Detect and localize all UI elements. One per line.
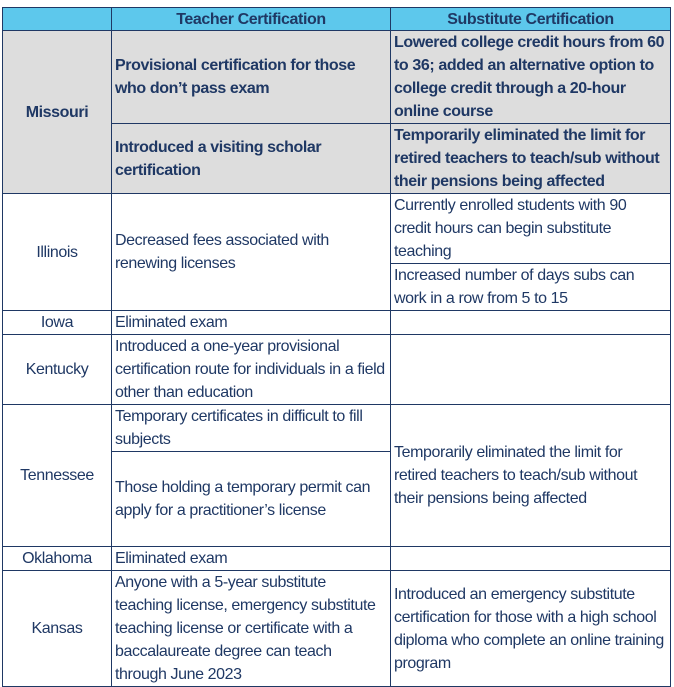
state-tennessee: Tennessee [3,405,112,547]
state-oklahoma: Oklahoma [3,547,112,571]
state-kansas: Kansas [3,571,112,687]
table-row-tennessee [3,405,671,452]
missouri-teacher-2: Introduced a visiting scholar certification [112,124,391,194]
iowa-substitute [391,311,671,335]
illinois-substitute-2: Increased number of days subs can work in a row from 5 to 15 [391,264,671,311]
state-illinois: Illinois [3,194,112,311]
illinois-substitute-1: Currently enrolled students with 90 credit hours can begin substitute teaching [391,194,671,264]
header-row [3,8,671,31]
kansas-substitute: Introduced an emergency substitute certification for those with a high school diploma who complete an online training program [391,571,671,687]
header-teacher-certification: Teacher Certification [112,8,391,31]
kansas-teacher: Anyone with a 5-year substitute teaching license, emergency substitute teaching license or certificate with a baccalaureate degree can teach through June 2023 [112,571,391,687]
tennessee-teacher-2: Those holding a temporary permit can apply for a practitioner’s license [112,452,391,547]
oklahoma-substitute [391,547,671,571]
missouri-teacher-1: Provisional certification for those who don’t pass exam [112,31,391,124]
illinois-teacher: Decreased fees associated with renewing licenses [112,194,391,311]
state-missouri: Missouri [3,31,112,194]
state-kentucky: Kentucky [3,335,112,405]
missouri-substitute-2: Temporarily eliminated the limit for retired teachers to teach/sub without their pensions being affected [391,124,671,194]
tennessee-teacher-1: Temporary certificates in difficult to fill subjects [112,405,391,452]
iowa-teacher: Eliminated exam [112,311,391,335]
certification-table [2,7,671,687]
oklahoma-teacher: Eliminated exam [112,547,391,571]
table-row-oklahoma [3,547,671,571]
table-row-kansas [3,571,671,687]
header-substitute-certification: Substitute Certification [391,8,671,31]
tennessee-substitute: Temporarily eliminated the limit for retired teachers to teach/sub without their pensions being affected [391,405,671,547]
kentucky-substitute [391,335,671,405]
missouri-substitute-1: Lowered college credit hours from 60 to 36; added an alternative option to college credit through a 20-hour online course [391,31,671,124]
table-row-illinois [3,194,671,264]
table-row-kentucky [3,335,671,405]
table-row-missouri [3,31,671,124]
state-iowa: Iowa [3,311,112,335]
header-state [3,8,112,31]
table-row-iowa [3,311,671,335]
kentucky-teacher: Introduced a one-year provisional certification route for individuals in a field other than education [112,335,391,405]
